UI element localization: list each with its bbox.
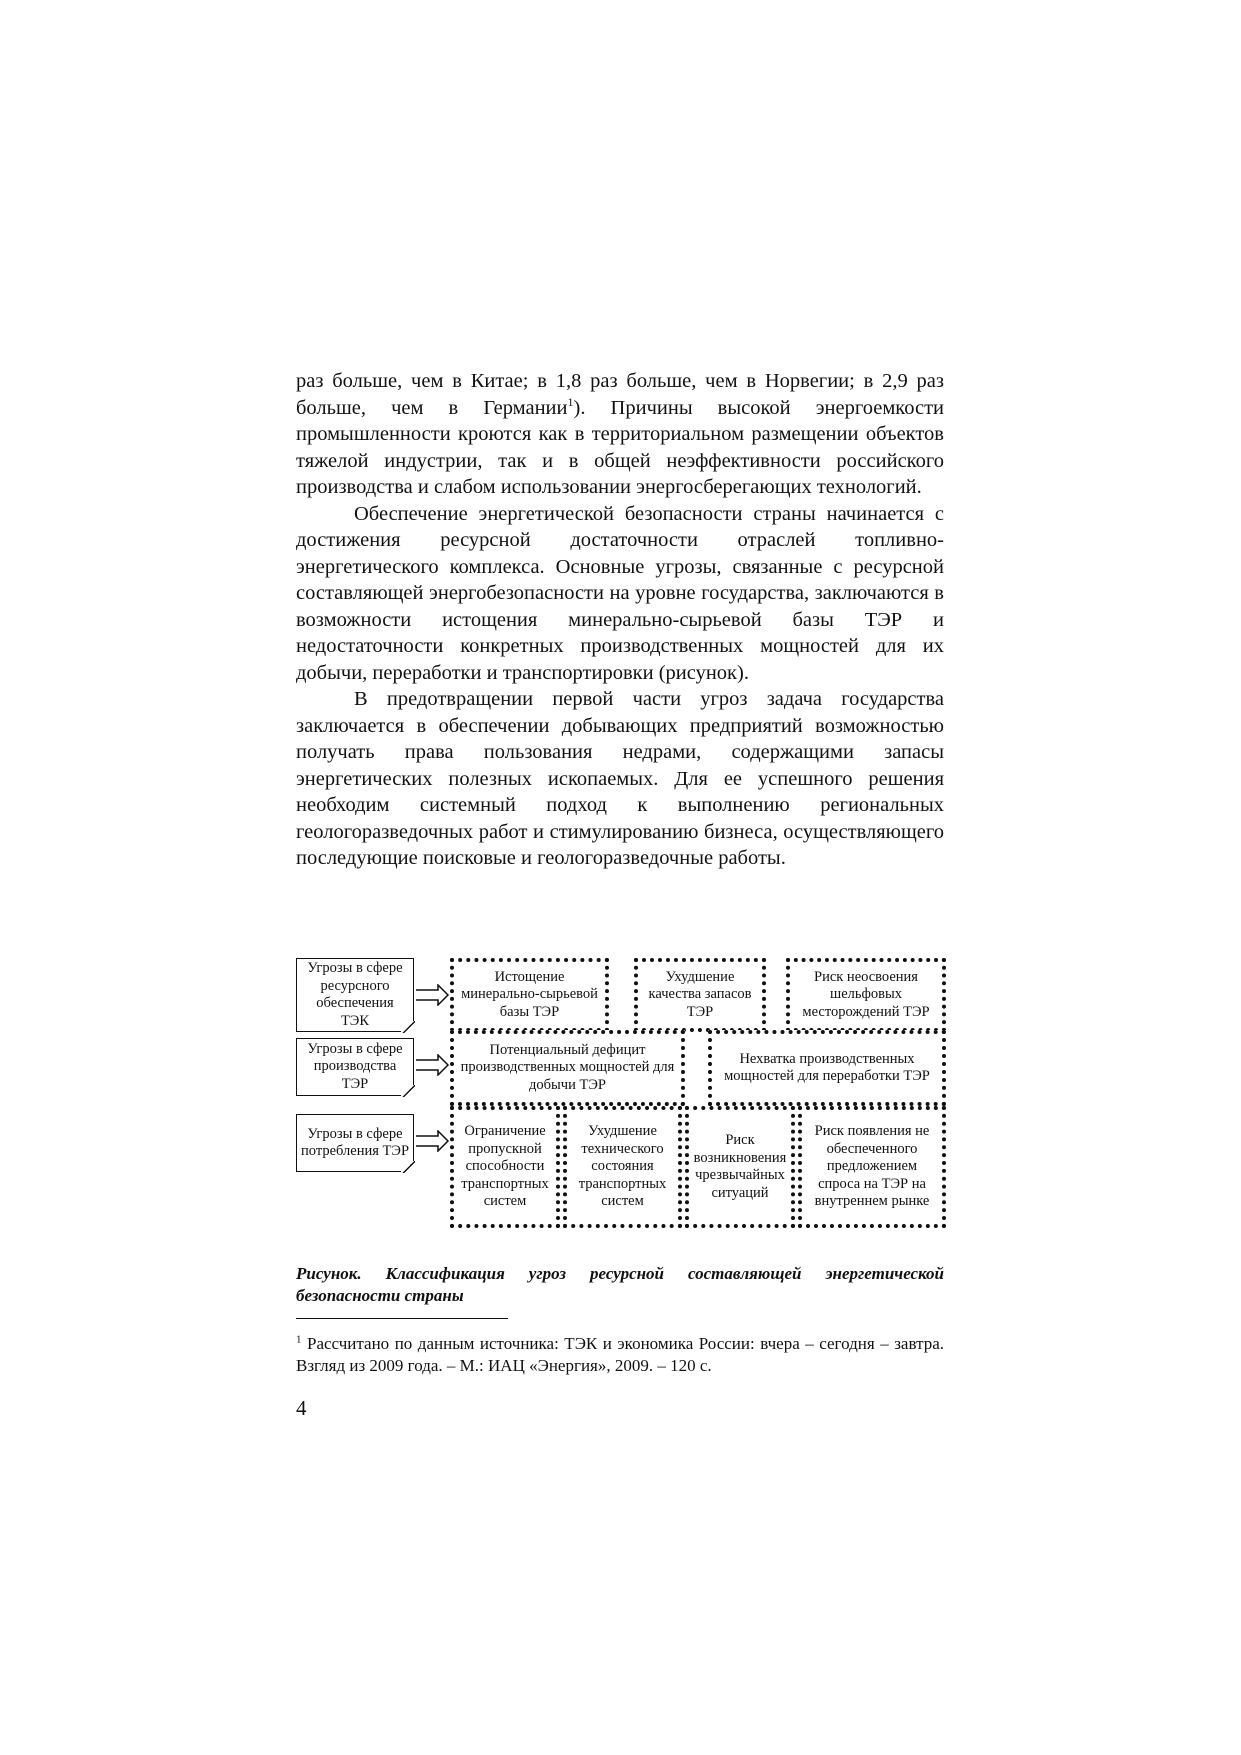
arrow-icon	[416, 984, 450, 1006]
threat-reserve-quality	[634, 958, 766, 1032]
threat-emergencies	[685, 1106, 795, 1228]
threat-production-deficit	[450, 1030, 685, 1106]
threat-technical-condition	[563, 1106, 682, 1228]
threat-label: Ограничение пропускной способности транспортных систем	[461, 1123, 549, 1210]
paragraph-1	[296, 368, 944, 501]
paragraph-2: Обеспечение энергетической безопасности страны начинается с достижения ресурсной достаточности отраслей топливно-энергетического комплекса. Основные угрозы, связанные с ресурсной составляющей энергобезопасности на уровне государства, заключаются в возможности истощения минерально-сырьевой базы ТЭР и недостаточности конкретных производственных мощностей для их добычи, переработки и транспортировки (рисунок).	[296, 502, 944, 684]
paragraph-1-part-a: раз больше, чем в Китае; в 1,8 раз больше, чем в Норвегии; в 2,9 раз больше, чем в Германии	[296, 370, 944, 419]
threat-unmet-demand	[798, 1106, 946, 1228]
paragraph-1-part-b: ). Причины высокой энергоемкости промышленности кроются как в территориальном размещении объектов тяжелой индустрии, так и в общей неэффективности российского производства и слабом использовании энергосберегающих технологий.	[296, 396, 944, 498]
threat-shelf-fields	[786, 958, 946, 1032]
body-text	[296, 368, 944, 872]
category-label: Угрозы в сфере потребления ТЭР	[301, 1125, 410, 1159]
threat-label: Риск неосвоения шельфовых месторождений ТЭР	[802, 968, 930, 1020]
category-label: Угрозы в сфере ресурсного обеспечения ТЭК	[307, 960, 403, 1029]
threat-label: Риск возникновения чрезвычайных ситуаций	[693, 1132, 787, 1201]
threat-processing-shortage	[708, 1030, 946, 1106]
threat-label: Ухудшение технического состояния транспортных систем	[578, 1123, 667, 1210]
threat-classification-diagram	[296, 958, 948, 1248]
category-resource-supply	[296, 958, 414, 1032]
arrow-icon	[416, 1054, 450, 1076]
footnote-marker: 1	[296, 1333, 302, 1346]
category-label: Угрозы в сфере производства ТЭР	[307, 1040, 403, 1092]
threat-label: Истощение минерально-сырьевой базы ТЭР	[461, 968, 598, 1020]
page-number: 4	[296, 1396, 307, 1420]
threat-label: Риск появления не обеспеченного предложением спроса на ТЭР на внутреннем рынке	[814, 1123, 930, 1210]
threat-label: Ухудшение качества запасов ТЭР	[648, 968, 752, 1020]
arrow-icon	[416, 1130, 450, 1152]
threat-throughput	[450, 1106, 560, 1228]
figure-caption: Рисунок. Классификация угроз ресурсной составляющей энергетической безопасности страны	[296, 1264, 944, 1305]
paragraph-3: В предотвращении первой части угроз задача государства заключается в обеспечении добывающих предприятий возможностью получать права пользования недрами, содержащими запасы энергетических полезных ископаемых. Для ее успешного решения необходим системный подход к выполнению региональных геологоразведочных работ и стимулированию бизнеса, осуществляющего последующие поисковые и геологоразведочные работы.	[296, 688, 944, 869]
footnote-text: Рассчитано по данным источника: ТЭК и экономика России: вчера – сегодня – завтра. Взгляд из 2009 года. – М.: ИАЦ «Энергия», 2009. – 120 с.	[296, 1334, 944, 1375]
footnote	[296, 1333, 944, 1377]
threat-label: Потенциальный дефицит производственных мощностей для добычи ТЭР	[460, 1041, 675, 1093]
footnote-reference[interactable]: 1	[567, 394, 574, 409]
category-consumption	[296, 1114, 414, 1172]
footnote-divider	[296, 1318, 508, 1319]
category-production	[296, 1038, 414, 1096]
threat-label: Нехватка производственных мощностей для переработки ТЭР	[724, 1050, 930, 1084]
threat-depletion	[450, 958, 609, 1032]
